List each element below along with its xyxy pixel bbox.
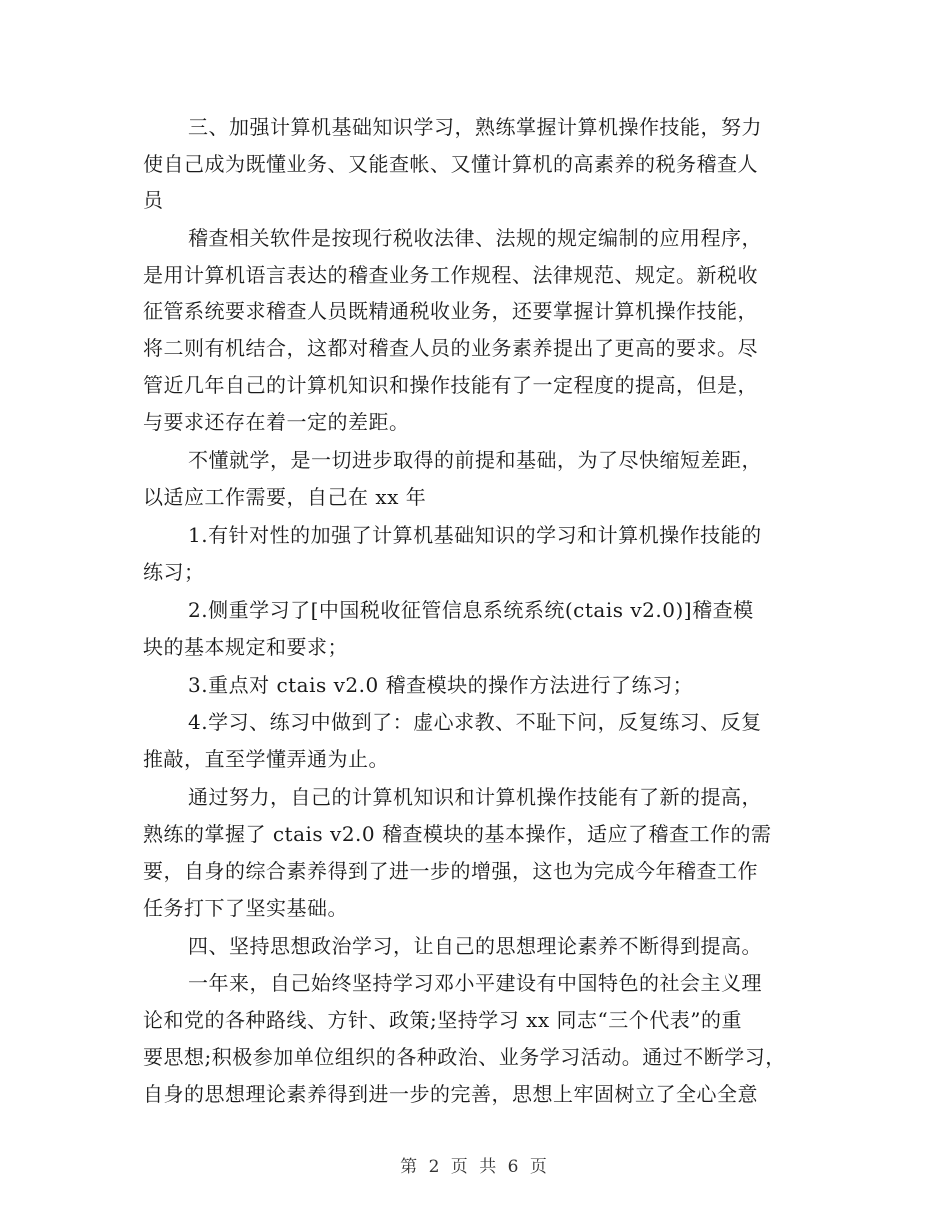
list-item-line: 块的基本规定和要求； xyxy=(143,635,348,659)
list-item-line: 推敲，直至学懂弄通为止。 xyxy=(143,747,389,771)
list-item-line: 4.学习、练习中做到了：虚心求教、不耻下问，反复练习、反复 xyxy=(188,710,762,734)
text-line: 稽查相关软件是按现行税收法律、法规的规定编制的应用程序， xyxy=(188,226,762,250)
text-line: 是用计算机语言表达的稽查业务工作规程、法律规范、规定。新税收 xyxy=(143,263,758,287)
text-line: 使自己成为既懂业务、又能查帐、又懂计算机的高素养的税务稽查人 xyxy=(143,152,758,176)
text-line: 管近几年自己的计算机知识和操作技能有了一定程度的提高，但是， xyxy=(143,373,758,397)
list-item-line: 练习； xyxy=(143,560,205,584)
text-line: 不懂就学，是一切进步取得的前提和基础，为了尽快缩短差距， xyxy=(188,448,762,472)
text-line: 员 xyxy=(143,188,164,212)
text-line: 熟练的掌握了 ctais v2.0 稽查模块的基本操作，适应了稽查工作的需 xyxy=(143,822,772,846)
text-line: 与要求还存在着一定的差距。 xyxy=(143,410,410,434)
list-item-line: 3.重点对 ctais v2.0 稽查模块的操作方法进行了练习； xyxy=(188,673,694,697)
page-number-footer: 第 2 页 共 6 页 xyxy=(400,1157,550,1177)
text-line: 任务打下了坚实基础。 xyxy=(143,896,348,920)
text-line: 要，自身的综合素养得到了进一步的增强，这也为完成今年稽查工作 xyxy=(143,859,758,883)
section-heading: 四、坚持思想政治学习，让自己的思想理论素养不断得到提高。 xyxy=(188,934,762,958)
text-line: 将二则有机结合，这都对稽查人员的业务素养提出了更高的要求。尽 xyxy=(143,336,758,360)
text-line: 三、加强计算机基础知识学习，熟练掌握计算机操作技能，努力 xyxy=(188,115,762,139)
text-line: 论和党的各种路线、方针、政策;坚持学习 xx 同志“三个代表”的重 xyxy=(143,1008,742,1032)
list-item-line: 2.侧重学习了[中国税收征管信息系统系统(ctais v2.0)]稽查模 xyxy=(188,598,754,622)
text-line: 征管系统要求稽查人员既精通税收业务，还要掌握计算机操作技能， xyxy=(143,299,758,323)
text-line: 通过努力，自己的计算机知识和计算机操作技能有了新的提高， xyxy=(188,785,762,809)
text-line: 一年来，自己始终坚持学习邓小平建设有中国特色的社会主义理 xyxy=(188,971,762,995)
text-line: 要思想;积极参加单位组织的各种政治、业务学习活动。通过不断学习， xyxy=(143,1045,786,1069)
text-line: 自身的思想理论素养得到进一步的完善，思想上牢固树立了全心全意 xyxy=(143,1082,758,1106)
list-item-line: 1.有针对性的加强了计算机基础知识的学习和计算机操作技能的 xyxy=(188,523,762,547)
text-line: 以适应工作需要，自己在 xx 年 xyxy=(143,485,427,509)
